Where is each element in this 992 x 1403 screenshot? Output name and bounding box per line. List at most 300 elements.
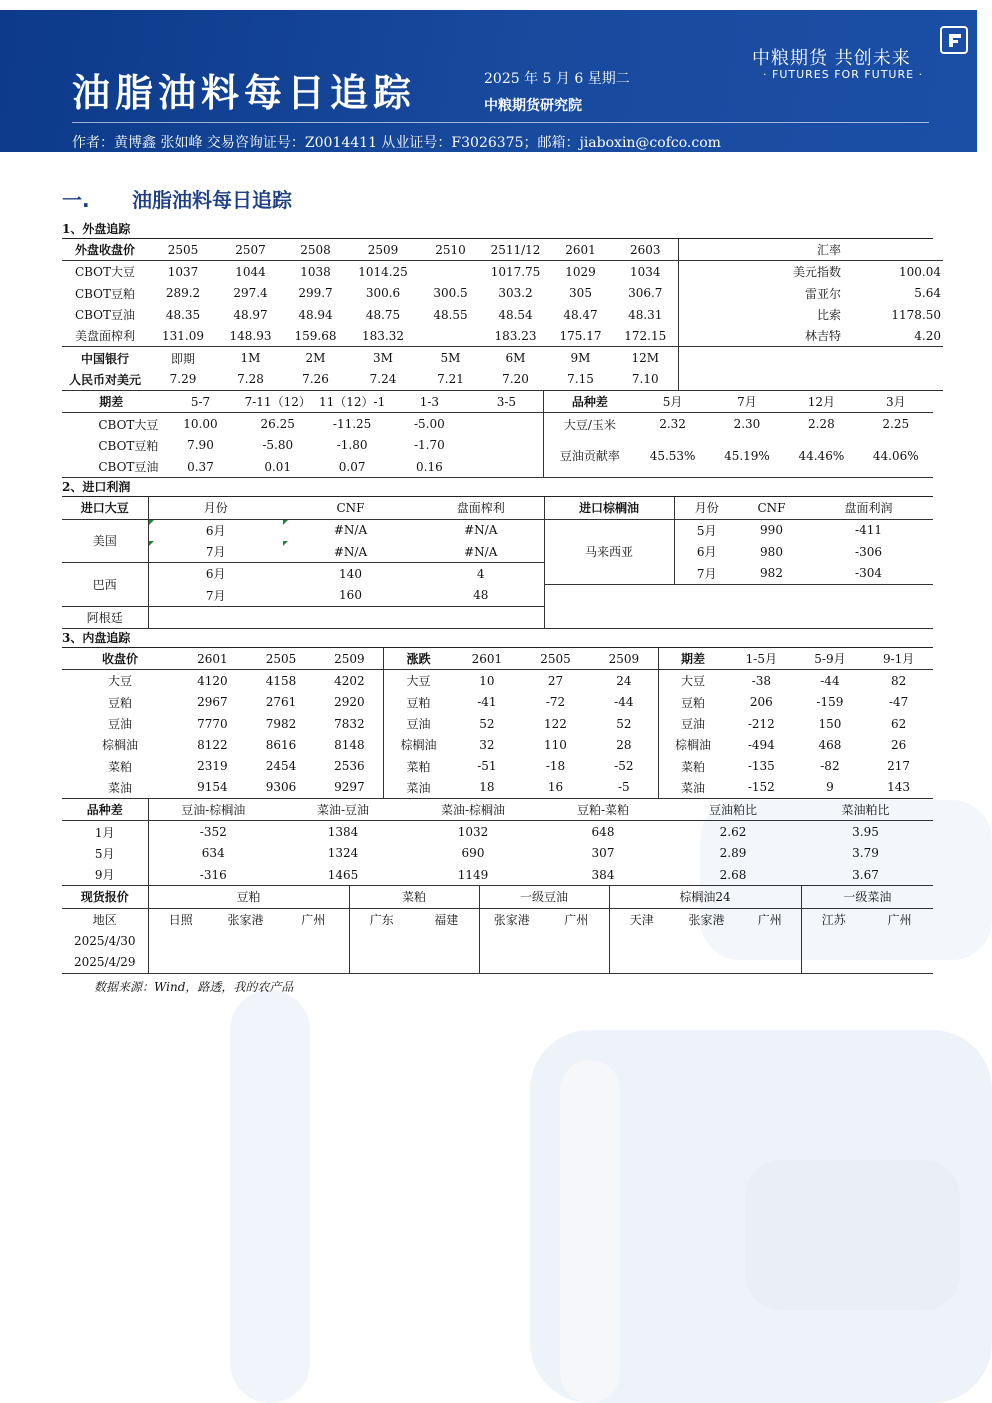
price-cell: 299.7: [298, 286, 333, 301]
spread-header-cell: 9-1月: [864, 648, 933, 670]
domestic-row: [62, 734, 933, 755]
domestic-cell: 9306: [247, 777, 316, 799]
domestic-cell: 7770: [197, 716, 228, 731]
spot-sub-cell: 江苏: [821, 912, 846, 927]
variety-cell: 1149: [408, 864, 538, 886]
variety-cell: -352: [199, 825, 227, 840]
price-cell: 1017.75: [490, 264, 541, 279]
variety-cell: 44.46%: [784, 435, 858, 478]
price-cell: 159.68: [283, 325, 348, 347]
spread-cell: 7.90: [187, 438, 214, 453]
author-info: 作者：黄博鑫 张如峰 交易咨询证号：Z0014411 从业证号：F3026375；邮箱：jiaboxin@cofco.com: [72, 135, 721, 151]
spread-cell: [469, 413, 543, 435]
price-header-cell: 2509: [348, 239, 418, 261]
boc-header-cell: 6M: [505, 351, 526, 366]
boc-row: [62, 369, 943, 391]
spread-cell: -5.00: [413, 417, 445, 432]
boc-cell: 7.15: [548, 369, 613, 391]
price-header-cell: 2510: [418, 239, 483, 261]
domestic-cell: 豆粕: [680, 695, 705, 710]
import-cell: #N/A: [418, 541, 544, 563]
boc-cell: 7.21: [418, 369, 483, 391]
variety-cell: -316: [148, 864, 278, 886]
domestic-cell: -38: [751, 673, 771, 688]
price-cell: 美盘面榨利: [62, 325, 148, 347]
domestic-cell: 豆粕: [108, 695, 133, 710]
price-cell: [418, 261, 483, 283]
price-cell: CBOT豆粕: [74, 286, 136, 301]
spot-header-cell: 一级菜油: [801, 886, 933, 908]
variety-cell: 45.19%: [710, 435, 784, 478]
variety-cell: 1月: [62, 821, 148, 843]
spot-price-table: [62, 886, 933, 973]
domestic-cell: 8148: [315, 734, 384, 755]
domestic-cell: 110: [544, 737, 567, 752]
origin-us: 美国: [62, 519, 148, 563]
price-cell: CBOT豆油: [74, 308, 136, 323]
import-heading: 2、进口利润: [62, 478, 933, 497]
domestic-cell: 27: [547, 673, 564, 688]
import-cell: 6月: [205, 567, 226, 582]
cofco-logo-icon: [940, 26, 968, 54]
domestic-cell: 2920: [315, 692, 384, 713]
import-header-cell: 进口大豆: [62, 497, 148, 519]
domestic-header-row: [62, 648, 933, 670]
fx-label: 比索: [816, 308, 841, 323]
boc-header-cell: 12M: [613, 347, 678, 369]
spot-sub-row: [62, 908, 933, 930]
spot-sub-cell: 广州: [544, 908, 609, 930]
spread-cell: -11.25: [332, 417, 372, 432]
spot-sub-cell: 福建: [414, 908, 479, 930]
domestic-cell: -212: [747, 716, 775, 731]
domestic-cell: 2967: [197, 695, 228, 710]
variety-header-cell: 豆粕-菜粕: [538, 799, 668, 821]
spread-cell: [469, 456, 543, 478]
price-cell: 48.31: [613, 304, 678, 325]
origin-brazil: 巴西: [62, 563, 148, 607]
price-cell: 1037: [167, 264, 199, 279]
variety-header-row: [62, 799, 933, 821]
domestic-cell: 棕榈油: [102, 738, 139, 753]
price-cell: 300.5: [433, 286, 468, 301]
price-cell: 48.54: [498, 307, 533, 322]
spot-sub-cell: 张家港: [493, 912, 530, 927]
external-spread-table: [62, 391, 933, 478]
variety-header-cell: 品种差: [62, 799, 148, 821]
variety-cell: 2.25: [882, 417, 910, 432]
domestic-cell: 8616: [265, 737, 297, 752]
price-cell: 297.4: [233, 286, 268, 301]
boc-header-cell: 1M: [240, 351, 261, 366]
domestic-cell: 菜油: [62, 777, 178, 799]
domestic-cell: 82: [890, 673, 907, 688]
import-cell: 160: [283, 584, 418, 606]
variety-cell: 5月: [62, 843, 148, 864]
variety-header-cell: 豆油粕比: [668, 799, 798, 821]
spread-header-row: [62, 391, 933, 413]
import-header-cell: CNF: [283, 497, 418, 519]
variety-cell: 307: [591, 846, 615, 861]
domestic-cell: 4120: [197, 673, 228, 688]
spot-sub-cell: 张家港: [227, 912, 264, 927]
variety-cell: 2.28: [807, 417, 835, 432]
spread-header-cell: 5-7: [160, 391, 240, 413]
domestic-cell: -44: [820, 673, 840, 688]
domestic-cell: 122: [544, 716, 567, 731]
domestic-table: [62, 648, 933, 799]
spot-sub-cell: 张家港: [688, 912, 725, 927]
palm-header-cell: 进口棕榈油: [544, 497, 674, 519]
spread-cell: CBOT大豆: [98, 417, 159, 432]
price-cell: 300.6: [365, 286, 401, 301]
domestic-cell: 468: [818, 737, 842, 752]
import-cell: #N/A: [418, 519, 544, 541]
origin-argentina: 阿根廷: [62, 606, 148, 628]
empty-cell: [678, 347, 943, 369]
spot-date-row: [62, 930, 933, 951]
spread-cell: [469, 435, 543, 456]
variety-cell: 9月: [62, 864, 148, 886]
boc-cell: 7.20: [483, 369, 548, 391]
domestic-cell: 9: [796, 777, 865, 799]
spread-cell: 0.07: [315, 456, 389, 478]
import-cell: 4: [418, 563, 544, 585]
import-cell: 6月: [148, 519, 283, 541]
spot-date-cell: 2025/4/29: [62, 951, 148, 973]
palm-cell: -306: [855, 544, 882, 559]
variety-cell: 2.32: [659, 417, 686, 432]
empty-cell: [544, 606, 933, 628]
spread-row: [62, 435, 933, 456]
variety-header-cell: 3月: [859, 391, 933, 413]
fx-value: 1178.50: [891, 307, 941, 322]
variety-row: [62, 864, 933, 886]
domestic-cell: 豆粕: [406, 695, 431, 710]
variety-header-cell: 品种差: [544, 391, 636, 413]
import-cell: 7月: [148, 541, 283, 563]
price-cell: CBOT大豆: [74, 265, 136, 280]
import-cell: 48: [418, 584, 544, 606]
palm-cell: 7月: [674, 563, 739, 585]
domestic-cell: 2454: [265, 759, 297, 774]
domestic-cell: 7982: [265, 716, 297, 731]
price-cell: 1034: [613, 261, 678, 283]
domestic-cell: -135: [747, 759, 775, 774]
domestic-cell: -5: [590, 777, 659, 799]
variety-cell: 3.67: [798, 864, 933, 886]
spot-sub-cell: 日照: [168, 912, 193, 927]
import-row-argentina: [62, 606, 933, 628]
brand-name: 中粮期货 共创未来: [752, 48, 911, 69]
import-row-us: [62, 519, 933, 541]
empty-cell: [148, 606, 544, 628]
boc-cell: 7.26: [283, 369, 348, 391]
palm-cell: -411: [855, 523, 882, 538]
price-header-cell: 外盘收盘价: [62, 239, 148, 261]
variety-header-cell: 菜油-棕榈油: [408, 799, 538, 821]
spread-header-cell: 3-5: [469, 391, 543, 413]
import-cell: #N/A: [283, 541, 418, 563]
domestic-cell: 18: [453, 777, 522, 799]
spread-header-cell: 1-5月: [727, 648, 796, 670]
external-heading: 1、外盘追踪: [62, 220, 933, 239]
domestic-cell: -152: [727, 777, 796, 799]
price-header-cell: 2508: [283, 239, 348, 261]
domestic-cell: 大豆: [108, 674, 133, 689]
domestic-cell: -47: [888, 695, 909, 710]
domestic-cell: 62: [890, 716, 907, 731]
boc-cell: 7.24: [348, 369, 418, 391]
variety-cell: 3.79: [852, 846, 879, 861]
domestic-row: [62, 777, 933, 799]
variety-cell: 2.89: [719, 846, 747, 861]
spot-date-row: [62, 951, 933, 973]
domestic-row: [62, 670, 933, 692]
spot-sub-cell: 地区: [62, 908, 148, 930]
spot-sub-cell: 广州: [887, 912, 912, 927]
variety-header-cell: 7月: [710, 391, 784, 413]
price-row: [62, 325, 943, 347]
spread-cell: -1.80: [336, 438, 368, 453]
domestic-cell: -82: [820, 759, 840, 774]
spot-header-cell: 现货报价: [62, 886, 148, 908]
spread-header-cell: 11（12）-1: [315, 391, 389, 413]
brand-slogan: · FUTURES FOR FUTURE ·: [763, 68, 924, 81]
domestic-cell: 大豆: [406, 674, 431, 689]
price-cell: 289.2: [165, 286, 201, 301]
domestic-cell: 2536: [315, 756, 384, 777]
spread-header-cell: 期差: [62, 391, 160, 413]
domestic-cell: 棕榈油: [400, 738, 437, 753]
empty-cell: [544, 584, 933, 606]
fx-value: 100.04: [899, 264, 941, 279]
domestic-cell: 大豆: [680, 674, 705, 689]
price-cell: 48.47: [563, 307, 598, 322]
variety-cell: 豆油贡献率: [544, 435, 636, 478]
palm-header-cell: 月份: [674, 497, 739, 519]
variety-cell: 1384: [327, 825, 359, 840]
import-row-us: [62, 541, 933, 563]
spot-date-cell: 2025/4/30: [62, 930, 148, 951]
spread-cell: 26.25: [260, 417, 295, 432]
external-price-table: [62, 239, 943, 391]
boc-cell: 7.28: [218, 369, 283, 391]
price-cell: 131.09: [148, 325, 218, 347]
import-cell: 7月: [148, 584, 283, 606]
price-cell: 48.94: [298, 307, 333, 322]
import-row-brazil: [62, 563, 933, 585]
price-cell: 148.93: [218, 325, 283, 347]
price-header-cell: 2601: [548, 239, 613, 261]
variety-cell: 648: [591, 825, 615, 840]
domestic-cell: 52: [590, 713, 659, 734]
close-header-cell: 2505: [247, 648, 316, 670]
domestic-cell: 豆油: [680, 717, 705, 732]
domestic-cell: 棕榈油: [674, 738, 711, 753]
domestic-cell: 8122: [197, 737, 228, 752]
price-cell: 1029: [565, 264, 596, 279]
report-content: [62, 220, 941, 1000]
domestic-cell: -44: [590, 692, 659, 713]
domestic-cell: 4158: [265, 673, 297, 688]
spot-sub-cell: 广州: [278, 908, 349, 930]
price-cell: 303.2: [498, 286, 533, 301]
header-divider: [72, 122, 929, 123]
domestic-variety-table: [62, 799, 933, 886]
variety-cell: 44.06%: [859, 435, 933, 478]
variety-header-cell: 12月: [784, 391, 858, 413]
domestic-cell: 16: [521, 777, 590, 799]
variety-cell: 2.30: [733, 417, 761, 432]
spread-cell: CBOT豆粕: [98, 438, 159, 453]
domestic-cell: -159: [816, 695, 844, 710]
price-cell: 305: [569, 286, 592, 301]
domestic-cell: -18: [545, 759, 566, 774]
domestic-cell: 9154: [178, 777, 247, 799]
domestic-cell: 52: [479, 716, 495, 731]
price-cell: [418, 325, 483, 347]
boc-header-cell: 5M: [440, 351, 461, 366]
empty-cell: [678, 283, 723, 304]
domestic-cell: -51: [477, 759, 497, 774]
spread-row: [62, 413, 933, 435]
price-cell: 306.7: [613, 283, 678, 304]
variety-cell: 1465: [278, 864, 408, 886]
domestic-cell: 7832: [315, 713, 384, 734]
domestic-heading: 3、内盘追踪: [62, 629, 933, 648]
price-cell: 1038: [300, 264, 331, 279]
domestic-cell: 菜粕: [108, 759, 133, 774]
change-header-cell: 2601: [453, 648, 522, 670]
palm-header-cell: 盘面利润: [804, 497, 933, 519]
domestic-row: [62, 692, 933, 713]
import-header-row: [62, 497, 933, 519]
domestic-cell: 150: [818, 716, 842, 731]
price-cell: 175.17: [548, 325, 613, 347]
variety-cell: 634: [201, 846, 225, 861]
variety-header-cell: 豆油-棕榈油: [148, 799, 278, 821]
section-number: 一.: [62, 188, 90, 212]
empty-cell: [678, 369, 943, 391]
close-header-cell: 2601: [178, 648, 247, 670]
empty-cell: [678, 239, 723, 261]
domestic-cell: 206: [749, 695, 773, 710]
close-header-cell: 2509: [315, 648, 384, 670]
empty-cell: [678, 325, 723, 347]
spread-cell: 10.00: [183, 417, 218, 432]
domestic-cell: 32: [479, 737, 495, 752]
spread-cell: 0.16: [389, 456, 469, 478]
spread-header-cell: 5-9月: [796, 648, 865, 670]
fx-value: 5.64: [914, 286, 941, 301]
price-row: [62, 261, 943, 283]
boc-header-cell: 9M: [570, 351, 591, 366]
spread-cell: -5.80: [262, 438, 294, 453]
variety-header-cell: 5月: [635, 391, 709, 413]
domestic-cell: 9297: [315, 777, 384, 799]
domestic-cell: 217: [887, 759, 911, 774]
change-header-cell: 涨跌: [384, 648, 453, 670]
palm-cell: 982: [739, 563, 804, 585]
variety-cell: 384: [538, 864, 668, 886]
domestic-cell: 菜粕: [406, 759, 431, 774]
palm-cell: 990: [760, 523, 783, 538]
domestic-cell: 24: [590, 670, 659, 692]
variety-cell: 690: [461, 846, 485, 861]
variety-cell: 大豆/玉米: [563, 417, 616, 432]
spread-header-cell: 7-11（12）: [241, 391, 315, 413]
domestic-cell: 豆油: [406, 717, 431, 732]
empty-cell: [678, 261, 723, 283]
domestic-cell: -41: [477, 695, 497, 710]
fx-label: 林吉特: [804, 329, 841, 344]
spread-cell: -1.70: [413, 438, 445, 453]
import-cell: 140: [339, 566, 362, 581]
change-header-cell: 2509: [590, 648, 659, 670]
price-cell: 172.15: [613, 325, 678, 347]
price-cell: 48.97: [233, 307, 268, 322]
variety-cell: 3.95: [852, 825, 879, 840]
spread-cell: CBOT豆油: [62, 456, 160, 478]
palm-header-cell: CNF: [739, 497, 804, 519]
boc-cell: 7.10: [613, 369, 678, 391]
spot-sub-cell: 广东: [369, 912, 394, 927]
palm-cell: -304: [804, 563, 933, 585]
price-header-cell: 2507: [218, 239, 283, 261]
import-row-brazil: [62, 584, 933, 606]
domestic-cell: -494: [747, 737, 775, 752]
domestic-cell: 143: [864, 777, 933, 799]
data-source-note: 数据来源：Wind，路透，我的农产品: [94, 979, 294, 994]
domestic-cell: 菜粕: [680, 759, 705, 774]
domestic-row: [62, 756, 933, 777]
variety-cell: 2.62: [719, 825, 747, 840]
variety-row: [62, 843, 933, 864]
spot-header-cell: 豆粕: [148, 886, 349, 908]
spot-header-cell: 棕榈油24: [609, 886, 801, 908]
variety-header-cell: 菜油粕比: [798, 799, 933, 821]
price-cell: 183.32: [348, 325, 418, 347]
price-row: [62, 304, 943, 325]
spot-sub-cell: 天津: [629, 912, 654, 927]
boc-header-row: [62, 347, 943, 369]
boc-header-cell: 2M: [305, 351, 326, 366]
section-heading: [62, 184, 292, 213]
import-header-cell: 盘面榨利: [418, 497, 544, 519]
spot-header-cell: 菜粕: [349, 886, 479, 908]
variety-row: [62, 821, 933, 843]
spread-cell: 0.37: [160, 456, 240, 478]
close-header-cell: 收盘价: [62, 648, 178, 670]
price-row: [62, 283, 943, 304]
spread-header-cell: 1-3: [389, 391, 469, 413]
report-header: [0, 10, 977, 152]
domestic-cell: 豆油: [108, 717, 133, 732]
domestic-cell: 4202: [315, 670, 384, 692]
variety-cell: 45.53%: [635, 435, 709, 478]
price-header-row: [62, 239, 943, 261]
origin-malaysia: 马来西亚: [544, 519, 674, 584]
boc-header-cell: 即期: [170, 351, 195, 366]
import-profit-table: [62, 497, 933, 629]
spot-header-cell: 一级豆油: [479, 886, 609, 908]
palm-cell: 5月: [696, 523, 717, 538]
spread-cell: 0.01: [241, 456, 315, 478]
fx-label: 美元指数: [792, 265, 841, 280]
domestic-cell: 2319: [197, 759, 228, 774]
domestic-cell: 2761: [265, 695, 297, 710]
